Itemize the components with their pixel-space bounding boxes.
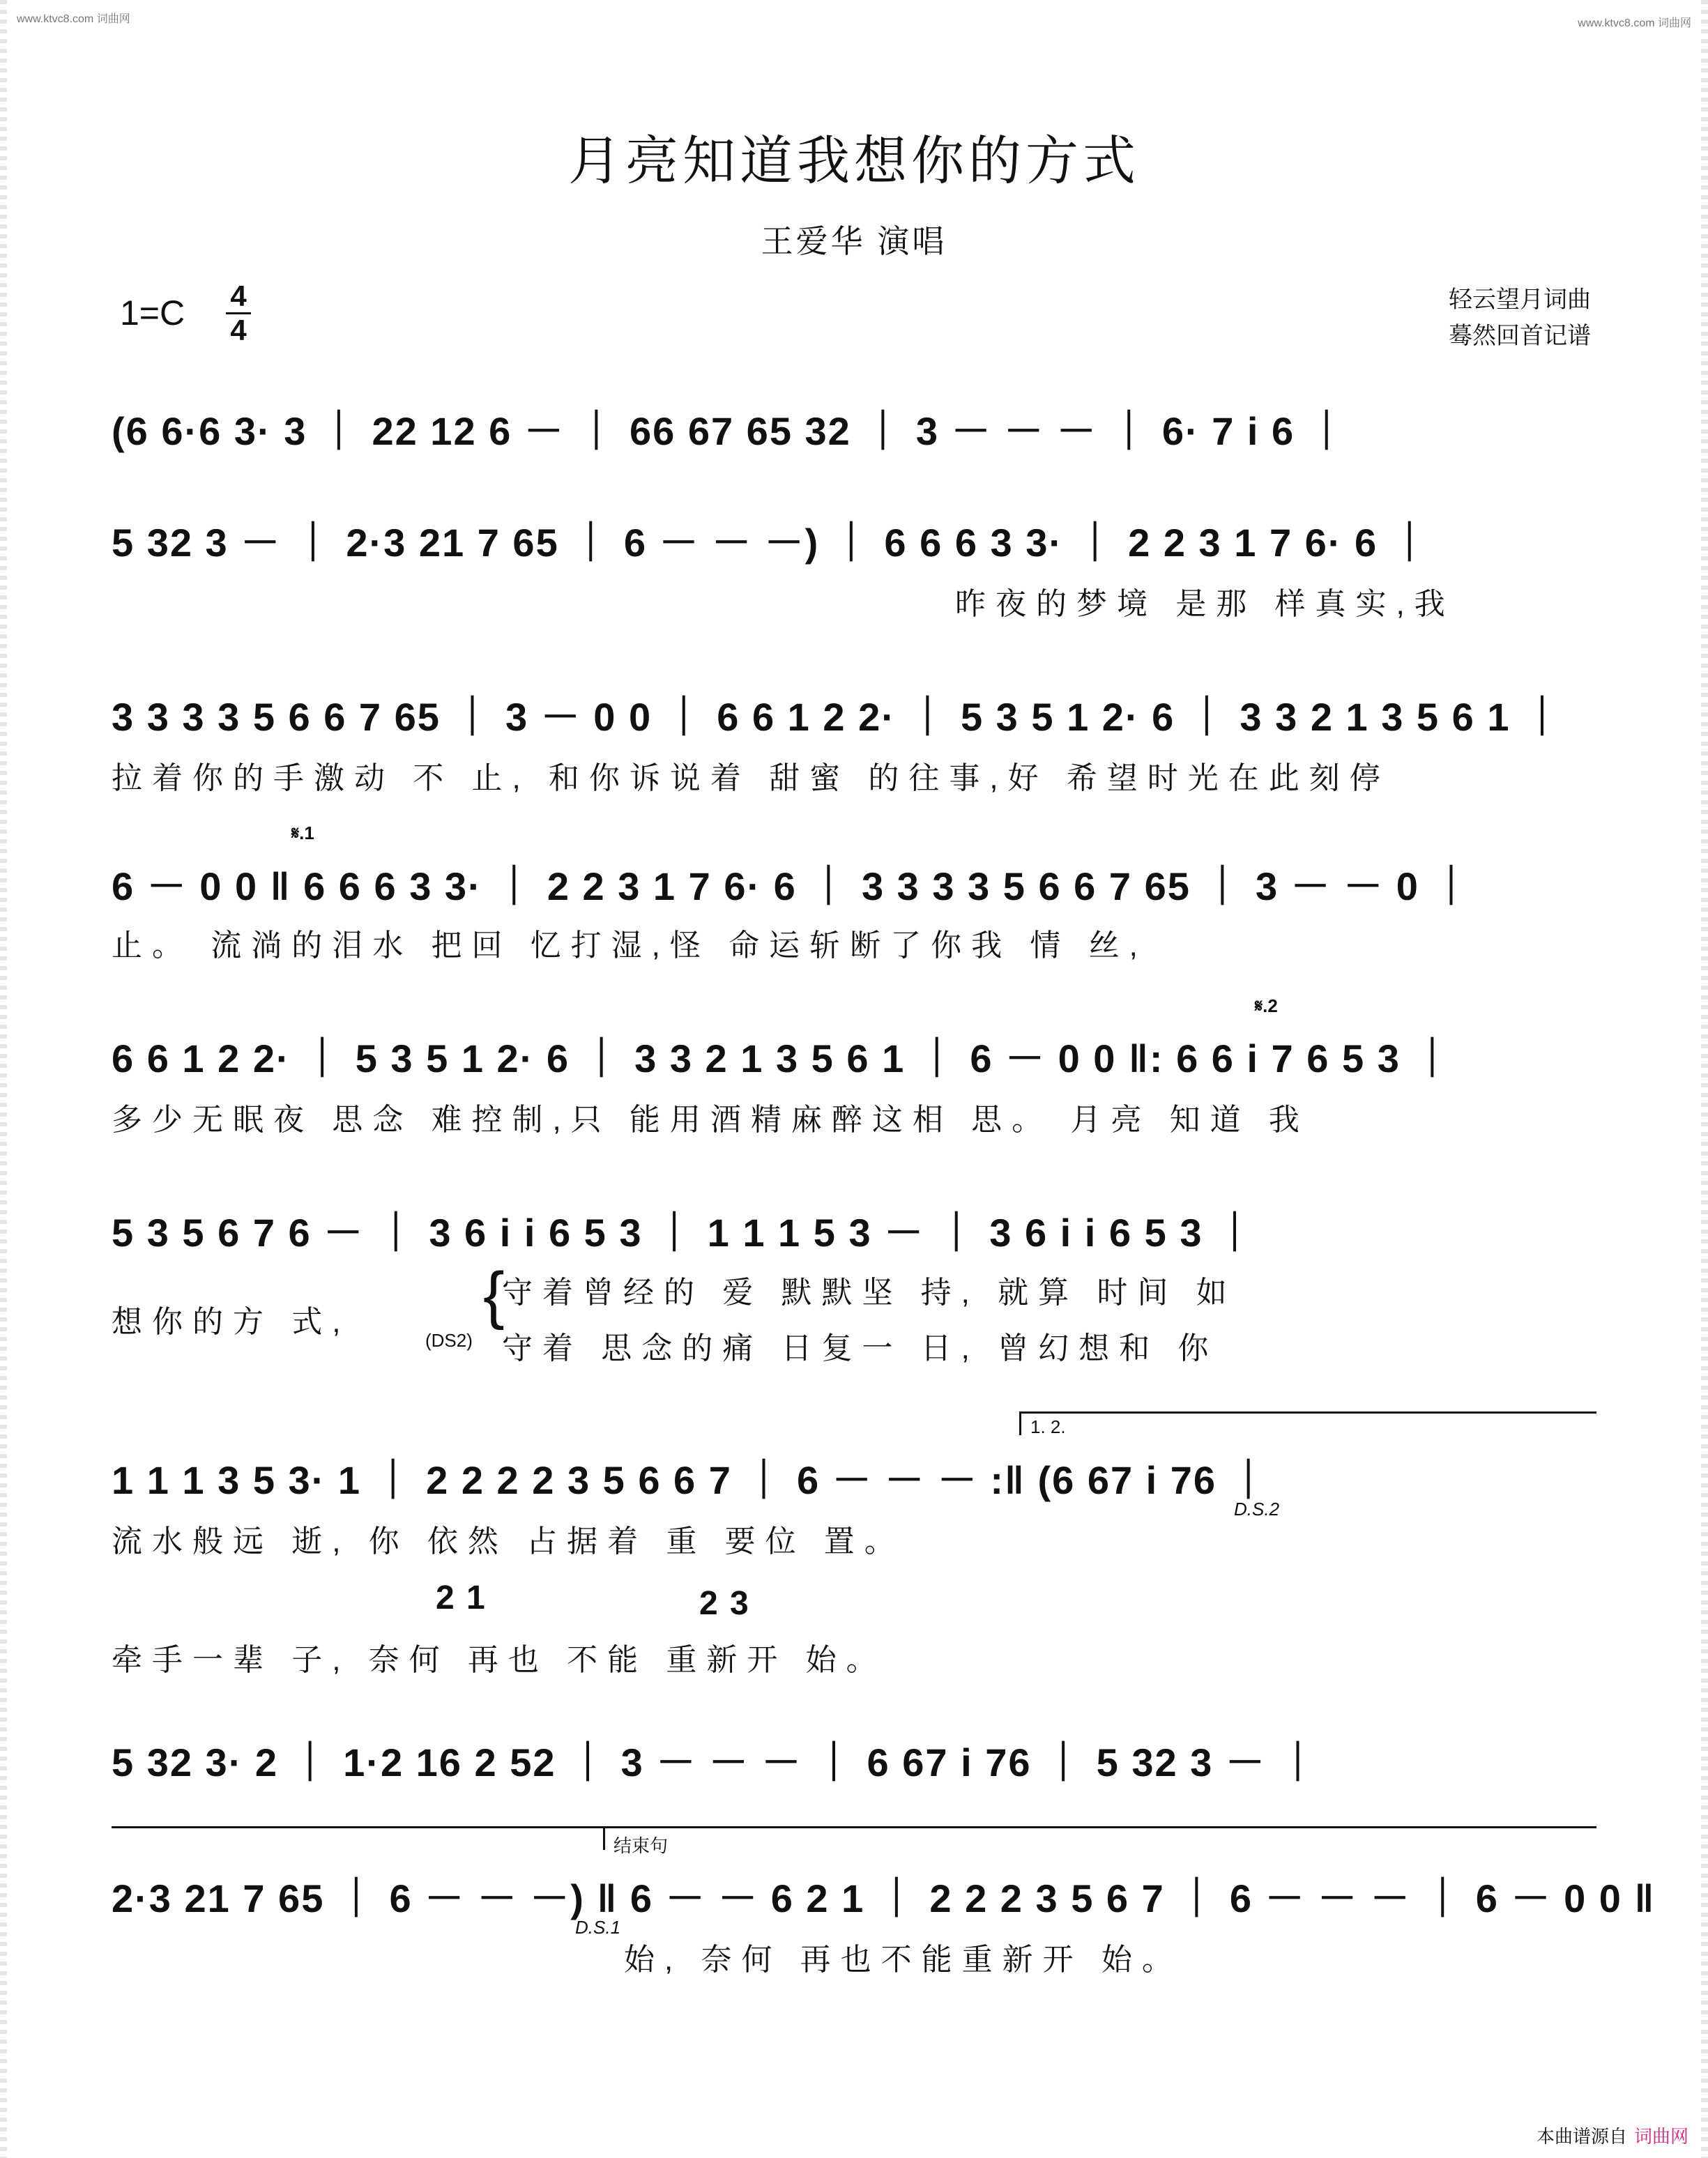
- footer-source: 本曲谱源自: [1536, 2126, 1627, 2147]
- transcriber: 蓦然回首记谱: [1449, 323, 1591, 349]
- ds1-mark: D.S.1: [575, 1917, 621, 1938]
- header-site-left: www.ktvc8.com 词曲网: [17, 13, 130, 25]
- volta-bracket-hook: [1019, 1411, 1021, 1435]
- score-row-3: 3 3 3 3 5 6 6 7 65 ｜ 3 － 0 0 ｜ 6 6 1 2 2· ｜ 5 3 5 1 2· 6 ｜ 3 3 2 1 3 5 6 1 ｜: [112, 695, 1564, 739]
- alt-notes-1: 2 1: [436, 1579, 487, 1616]
- score-row-4: 6 － 0 0 ‖ 6 6 6 3 3· ｜ 2 2 3 1 7 6· 6 ｜ 3 3 3 3 5 6 6 7 65 ｜ 3 － － 0 ｜: [112, 864, 1472, 908]
- score-row-7: 1 1 1 3 5 3· 1 ｜ 2 2 2 2 3 5 6 6 7 ｜ 6 － － － :‖ (6 67 i 76 ｜: [112, 1458, 1269, 1502]
- song-title: 月亮知道我想你的方式: [568, 130, 1140, 192]
- time-signature: [224, 280, 252, 346]
- lyric-row-2: 昨夜的梦境 是那 样真实,我: [955, 587, 1455, 621]
- volta-bracket-line: [1019, 1411, 1596, 1414]
- segno-2-mark: 𝄋.2: [1255, 995, 1278, 1016]
- time-signature-bottom: 4: [230, 314, 247, 346]
- lyric-row-7: 流水般远 逝, 你 依然 占据着 重 要位 置。: [112, 1524, 905, 1559]
- lyric-row-3: 拉着你的手激动 不 止, 和你诉说着 甜蜜 的往事,好 希望时光在此刻停: [112, 761, 1390, 795]
- coda-bracket-line: [112, 1826, 1596, 1828]
- score-row-2: 5 32 3 － ｜ 2·3 21 7 65 ｜ 6 － － －) ｜ 6 6 6 3 3· ｜ 2 2 3 1 7 6· 6 ｜: [112, 521, 1431, 565]
- header-site-right: www.ktvc8.com 词曲网: [1578, 17, 1691, 29]
- verse-brace: {: [483, 1260, 505, 1331]
- segno-1-mark: 𝄋.1: [291, 822, 314, 843]
- score-row-5: 6 6 1 2 2· ｜ 5 3 5 1 2· 6 ｜ 3 3 2 1 3 5 6 1 ｜ 6 － 0 0 ‖: 6 6 i 7 6 5 3 ｜: [112, 1036, 1454, 1080]
- credits: [1449, 282, 1591, 354]
- volta-label: 1. 2.: [1030, 1416, 1066, 1437]
- lyric-row-4: 止。 流淌的泪水 把回 忆打湿,怪 命运斩断了你我 情 丝,: [112, 928, 1147, 963]
- lyricist-composer: 轻云望月词曲: [1449, 286, 1591, 313]
- key-signature: 1=C: [120, 293, 185, 332]
- singer-credit: 王爱华 演唱: [761, 223, 947, 259]
- left-border: [0, 0, 7, 2158]
- footer-brand[interactable]: 词曲网: [1633, 2126, 1688, 2147]
- lyric-row-8: 牵手一辈 子, 奈何 再也 不能 重新开 始。: [112, 1643, 887, 1677]
- coda-label: 结束句: [613, 1835, 669, 1856]
- lyric-row-6-verse-2: 守着 思念的痛 日复一 日, 曾幻想和 你: [502, 1331, 1219, 1365]
- score-row-6: 5 3 5 6 7 6 － ｜ 3 6 i i 6 5 3 ｜ 1 1 1 5 3 － ｜ 3 6 i i 6 5 3 ｜: [112, 1211, 1256, 1255]
- time-signature-top: 4: [230, 280, 247, 312]
- ds2-mark: D.S.2: [1234, 1499, 1280, 1520]
- lyric-row-6-verse-1: 守着曾经的 爱 默默坚 持, 就算 时间 如: [502, 1276, 1237, 1310]
- score-row-1: (6 6·6 3· 3 ｜ 22 12 6 － ｜ 66 67 65 32 ｜ 3 － － － ｜ 6· 7 i 6 ｜: [112, 409, 1348, 453]
- ds2-label: (DS2): [425, 1330, 473, 1351]
- coda-bracket-hook: [603, 1826, 605, 1850]
- score-row-10: 2·3 21 7 65 ｜ 6 － － －) ‖ 6 － － 6 2 1 ｜ 2 2 2 3 5 6 7 ｜ 6 － － － ｜ 6 － 0 0 ‖: [112, 1876, 1656, 1920]
- lyric-row-6-lead: 想你的方 式,: [112, 1305, 351, 1339]
- alt-notes-2: 2 3: [699, 1585, 750, 1622]
- lyric-row-5: 多少无眠夜 思念 难控制,只 能用酒精麻醉这相 思。 月亮 知道 我: [112, 1103, 1309, 1137]
- lyric-row-10: 始, 奈何 再也不能重新开 始。: [624, 1943, 1182, 1977]
- score-row-9: 5 32 3· 2 ｜ 1·2 16 2 52 ｜ 3 － － － ｜ 6 67 i 76 ｜ 5 32 3 － ｜: [112, 1740, 1319, 1784]
- right-border: [1701, 0, 1708, 2158]
- footer: [1537, 2122, 1688, 2148]
